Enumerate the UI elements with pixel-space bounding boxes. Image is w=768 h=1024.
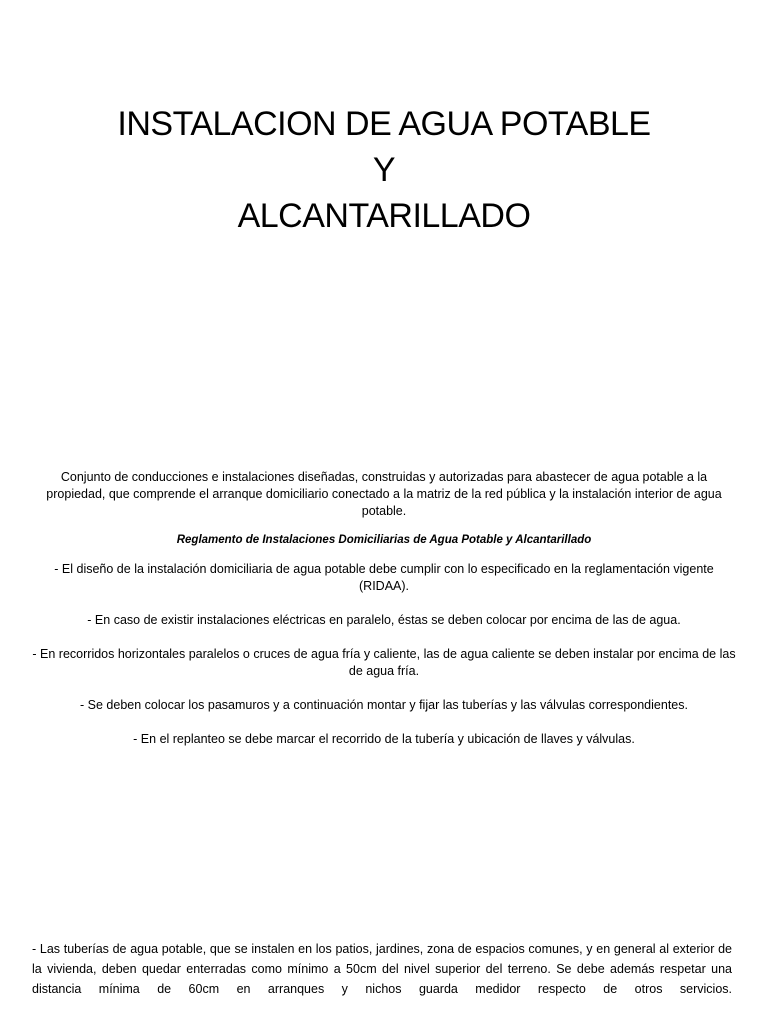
intro-paragraph: Conjunto de conducciones e instalaciones diseñadas, construidas y autorizadas para abastecer de agua potable a la propiedad, que comprende el arranque domiciliario conectado a la matriz de la red pública y la instalación interior de agua potable. bbox=[46, 470, 722, 518]
requirement-item: - El diseño de la instalación domiciliaria de agua potable debe cumplir con lo especificado en la reglamentación vigente (RIDAA). bbox=[54, 562, 714, 593]
reglamento-heading: Reglamento de Instalaciones Domiciliarias de Agua Potable y Alcantarillado bbox=[176, 534, 592, 546]
title-line-3: ALCANTARILLADO bbox=[237, 197, 531, 235]
requirement-item: - En caso de existir instalaciones eléctricas en paralelo, éstas se deben colocar por encima de las de agua. bbox=[87, 613, 681, 627]
title-line-2: Y bbox=[372, 151, 396, 189]
page-title bbox=[0, 101, 768, 239]
bottom-paragraph: - Las tuberías de agua potable, que se instalen en los patios, jardines, zona de espacios comunes, y en general al exterior de la vivienda, deben quedar enterradas como mínimo a 50cm del nivel superior del terreno. Se debe además respetar una distancia mínima de 60cm en arranques y nichos guarda medidor respecto de otros servicios. bbox=[32, 942, 732, 996]
requirement-item: - En recorridos horizontales paralelos o cruces de agua fría y caliente, las de agua caliente se deben instalar por encima de las de agua fría. bbox=[32, 647, 736, 678]
body-content bbox=[32, 469, 736, 765]
title-line-1: INSTALACION DE AGUA POTABLE bbox=[117, 105, 651, 143]
requirement-item: - Se deben colocar los pasamuros y a continuación montar y fijar las tuberías y las válvulas correspondientes. bbox=[80, 698, 688, 712]
requirement-item: - En el replanteo se debe marcar el recorrido de la tubería y ubicación de llaves y válvulas. bbox=[133, 732, 635, 746]
